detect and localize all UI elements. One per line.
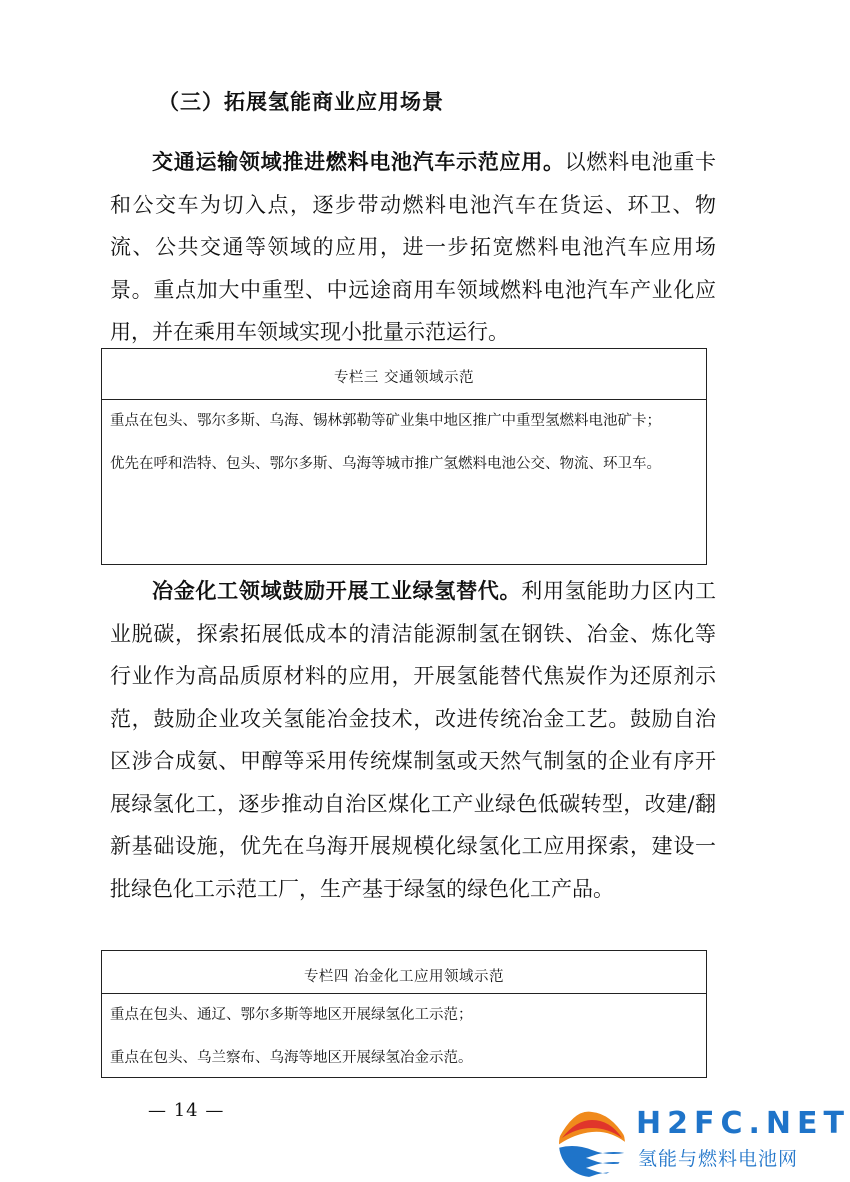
section-heading: （三）拓展氢能商业应用场景: [158, 90, 444, 114]
column-box-metallurgy: [101, 950, 707, 1078]
h2fc-logo-title: H2FC.NET: [636, 1106, 850, 1141]
paragraph-transport: [110, 141, 716, 354]
h2fc-watermark-logo: [552, 1106, 850, 1178]
column-box-metallurgy-body: [102, 994, 706, 1080]
column-box-metallurgy-title: 专栏四 冶金化工应用领域示范: [102, 951, 706, 994]
column-box-metallurgy-item: 重点在包头、通辽、鄂尔多斯等地区开展绿氢化工示范；: [110, 1007, 473, 1023]
column-box-transport-item: 重点在包头、鄂尔多斯、乌海、锡林郭勒等矿业集中地区推广中重型氢燃料电池矿卡；: [110, 413, 661, 429]
paragraph-metallurgy-body: 利用氢能助力区内工业脱碳，探索拓展低成本的清洁能源制氢在钢铁、冶金、炼化等行业作为高品质原材料的应用，开展氢能替代焦炭作为还原剂示范，鼓励企业攻关氢能冶金技术，改进传统冶金工艺。鼓励自治区涉合成氨、甲醇等采用传统煤制氢或天然气制氢的企业有序开展绿氢化工，逐步推动自治区煤化工产业绿色低碳转型，改建/翻新基础设施，优先在乌海开展规模化绿氢化工应用探索，建设一批绿色化工示范工厂，生产基于绿氢的绿色化工产品。: [110, 579, 717, 901]
paragraph-transport-body: 以燃料电池重卡和公交车为切入点，逐步带动燃料电池汽车在货运、环卫、物流、公共交通等领域的应用，进一步拓宽燃料电池汽车应用场景。重点加大中重型、中远途商用车领域燃料电池汽车产业化应用，并在乘用车领域实现小批量示范运行。: [110, 150, 717, 344]
column-box-transport-title: 专栏三 交通领域示范: [102, 349, 706, 400]
paragraph-transport-lead: 交通运输领域推进燃料电池汽车示范应用。: [152, 150, 565, 174]
column-box-transport-body: [102, 400, 706, 486]
h2fc-logo-subtitle: 氢能与燃料电池网: [638, 1148, 799, 1170]
h2fc-logo-icon: [552, 1108, 636, 1178]
paragraph-metallurgy-lead: 冶金化工领域鼓励开展工业绿氢替代。: [152, 579, 522, 603]
column-box-transport: [101, 348, 707, 565]
column-box-metallurgy-item: 重点在包头、乌兰察布、乌海等地区开展绿氢冶金示范。: [110, 1050, 473, 1066]
paragraph-metallurgy: [110, 570, 716, 910]
page-number: — 14 —: [148, 1100, 225, 1121]
column-box-transport-item: 优先在呼和浩特、包头、鄂尔多斯、乌海等城市推广氢燃料电池公交、物流、环卫车。: [110, 456, 661, 472]
